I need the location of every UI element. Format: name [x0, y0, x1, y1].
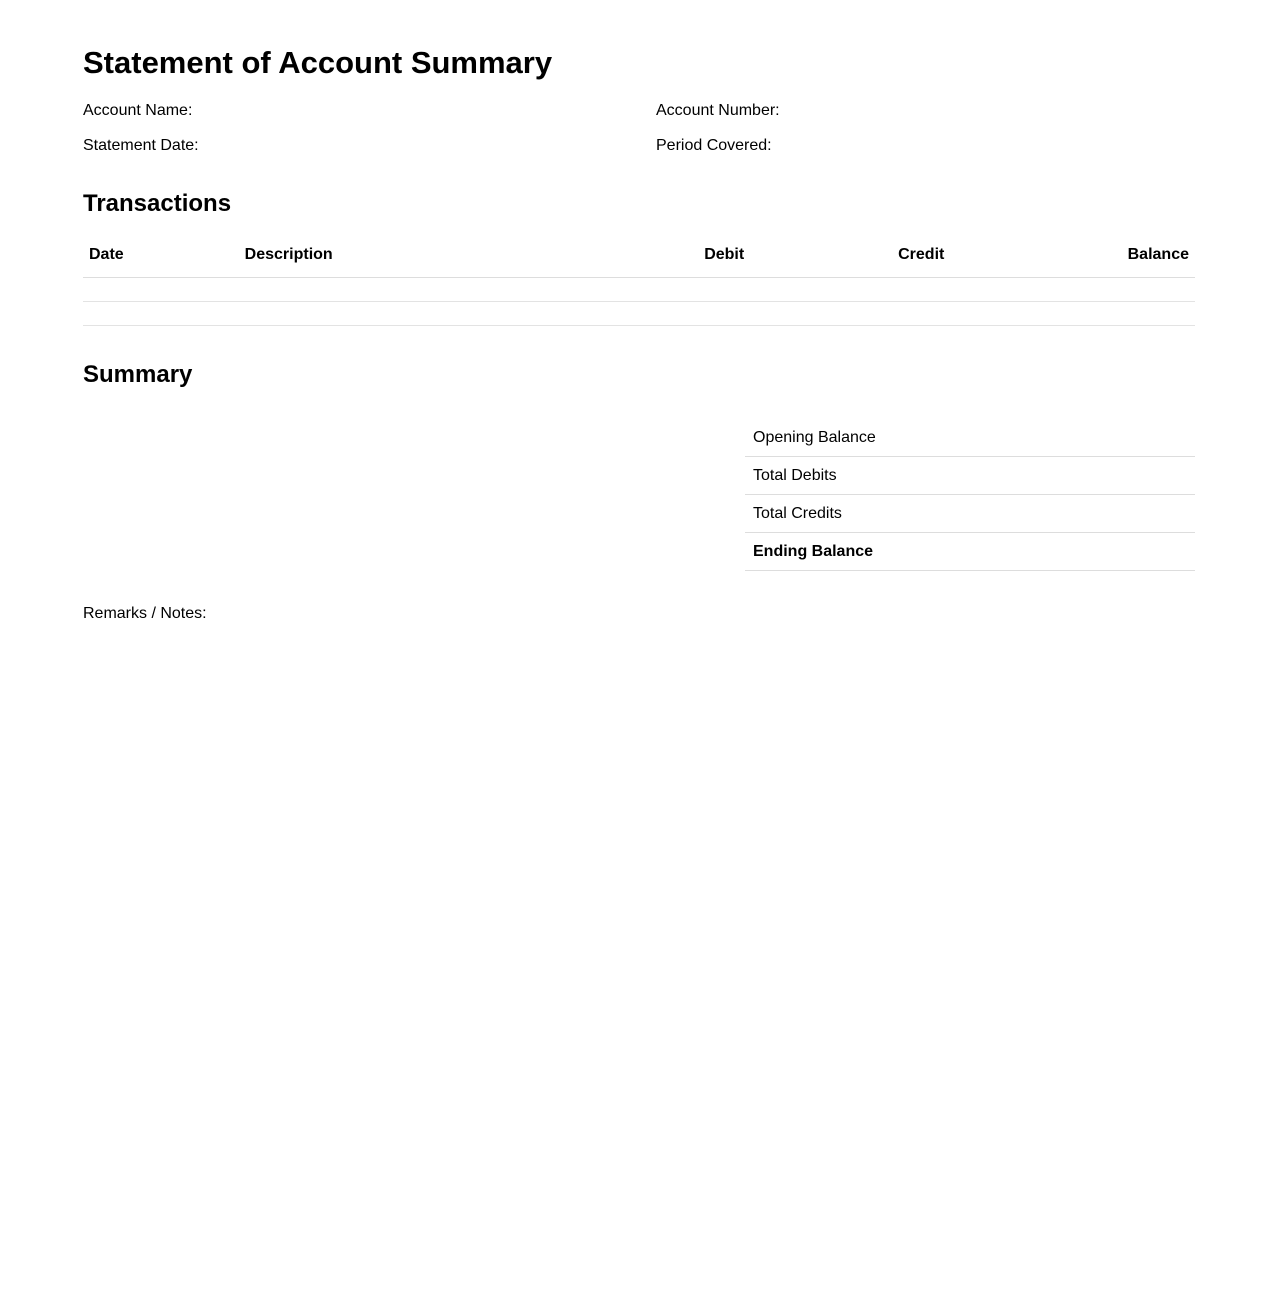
table-cell: [750, 302, 950, 326]
period-covered-label: Period Covered:: [656, 137, 772, 155]
column-header-description: Description: [239, 245, 550, 278]
account-info-section: [83, 101, 1195, 155]
page-title: Statement of Account Summary: [83, 45, 553, 80]
column-header-date: Date: [83, 245, 239, 278]
statement-date-label: Statement Date:: [83, 137, 199, 155]
column-header-credit: Credit: [750, 245, 950, 278]
summary-table: [745, 419, 1195, 571]
summary-value: [1148, 419, 1195, 457]
table-cell: [550, 278, 750, 302]
summary-value: [1148, 533, 1195, 571]
summary-heading: Summary: [83, 361, 193, 389]
table-cell: [239, 278, 550, 302]
table-row: [83, 302, 1195, 326]
summary-label: Total Credits: [745, 495, 1148, 533]
transactions-body: [83, 278, 1195, 326]
transactions-heading: Transactions: [83, 190, 232, 218]
summary-label: Opening Balance: [745, 419, 1148, 457]
summary-value: [1148, 457, 1195, 495]
account-name-label: Account Name:: [83, 102, 193, 120]
column-header-balance: Balance: [950, 245, 1195, 278]
summary-row-total-debits: [745, 457, 1195, 495]
table-cell: [239, 302, 550, 326]
table-cell: [950, 302, 1195, 326]
summary-row-opening-balance: [745, 419, 1195, 457]
table-cell: [550, 302, 750, 326]
column-header-debit: Debit: [550, 245, 750, 278]
transactions-header-row: [83, 245, 1195, 278]
summary-label: Total Debits: [745, 457, 1148, 495]
transactions-table: [83, 245, 1195, 326]
summary-row-total-credits: [745, 495, 1195, 533]
summary-row-ending-balance: [745, 533, 1195, 571]
table-cell: [83, 278, 239, 302]
summary-value: [1148, 495, 1195, 533]
table-cell: [950, 278, 1195, 302]
table-cell: [83, 302, 239, 326]
summary-label: Ending Balance: [745, 533, 1148, 571]
table-row: [83, 278, 1195, 302]
account-number-label: Account Number:: [656, 102, 780, 120]
table-cell: [750, 278, 950, 302]
remarks-label: Remarks / Notes:: [83, 605, 207, 623]
